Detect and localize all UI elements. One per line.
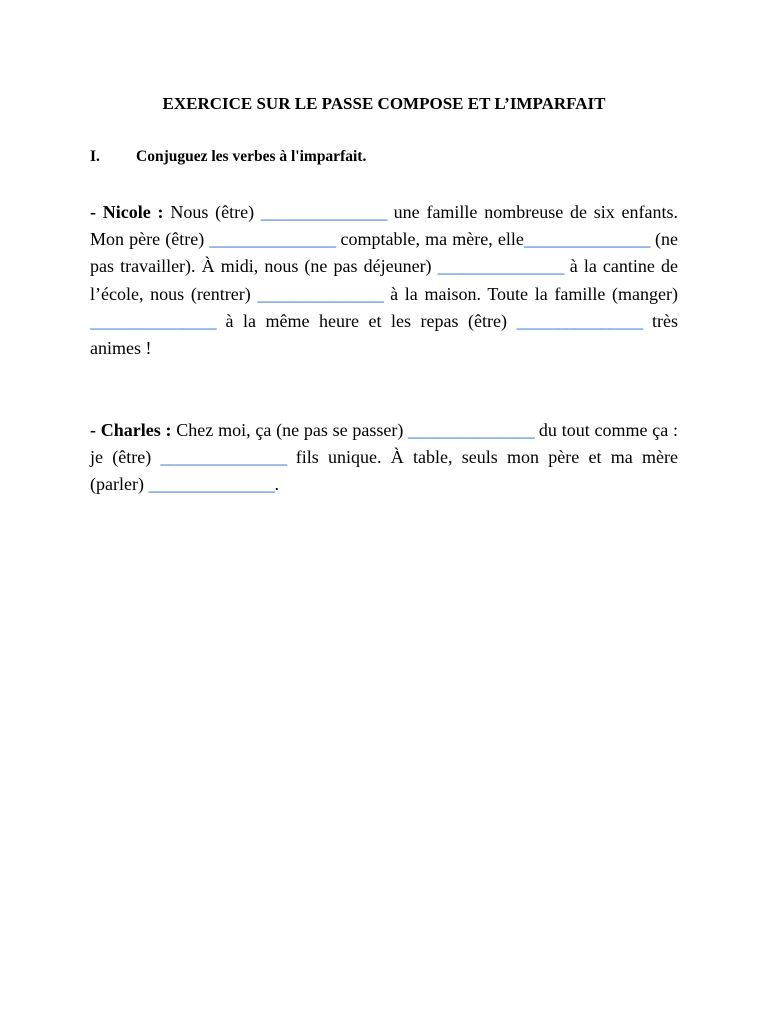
paragraph-charles xyxy=(90,417,678,499)
fill-in-blank[interactable]: _______________ xyxy=(209,229,336,250)
section-number: I. xyxy=(90,148,100,165)
fill-in-blank[interactable]: _______________ xyxy=(148,474,275,495)
paragraph-text: Nous (être) xyxy=(163,202,261,222)
paragraph-text: à la cantine de l’école, nous (rentrer) xyxy=(90,256,678,304)
paragraph-text: fils unique. À table, seuls mon père et ma mère (parler) xyxy=(90,447,679,495)
paragraph-text: très animes ! xyxy=(90,310,679,359)
paragraph-text: une famille nombreuse de six enfants. Mon père (être) xyxy=(90,202,679,250)
page-title: EXERCICE SUR LE PASSE COMPOSE ET L’IMPARFAIT xyxy=(162,94,606,113)
section-instruction: Conjuguez les verbes à l'imparfait. xyxy=(136,148,367,165)
paragraph-text: à la maison. Toute la famille (manger) xyxy=(383,283,679,304)
paragraph-nicole xyxy=(90,199,678,362)
paragraph-text: du tout comme ça : je (être) xyxy=(90,420,678,468)
paragraph-text: à la même heure et les repas (être) xyxy=(216,310,517,331)
speaker-nicole: - Nicole : xyxy=(90,202,164,222)
fill-in-blank[interactable]: _______________ xyxy=(516,310,643,331)
fill-in-blank[interactable]: _______________ xyxy=(523,229,650,250)
section-heading xyxy=(90,148,678,166)
paragraph-text: . xyxy=(274,474,279,495)
paragraph-text: Chez moi, ça (ne pas se passer) xyxy=(171,420,409,440)
paragraph-text: comptable, ma mère, elle xyxy=(335,229,524,250)
fill-in-blank[interactable]: _______________ xyxy=(257,283,384,304)
fill-in-blank[interactable]: _______________ xyxy=(408,420,535,440)
fill-in-blank[interactable]: _______________ xyxy=(437,256,564,277)
paragraph-text: (ne pas travailler). À midi, nous (ne pas déjeuner) xyxy=(90,229,678,277)
fill-in-blank[interactable]: _______________ xyxy=(160,447,287,468)
speaker-charles: - Charles : xyxy=(90,420,172,440)
fill-in-blank[interactable]: _______________ xyxy=(90,310,217,331)
fill-in-blank[interactable]: _______________ xyxy=(260,202,387,222)
